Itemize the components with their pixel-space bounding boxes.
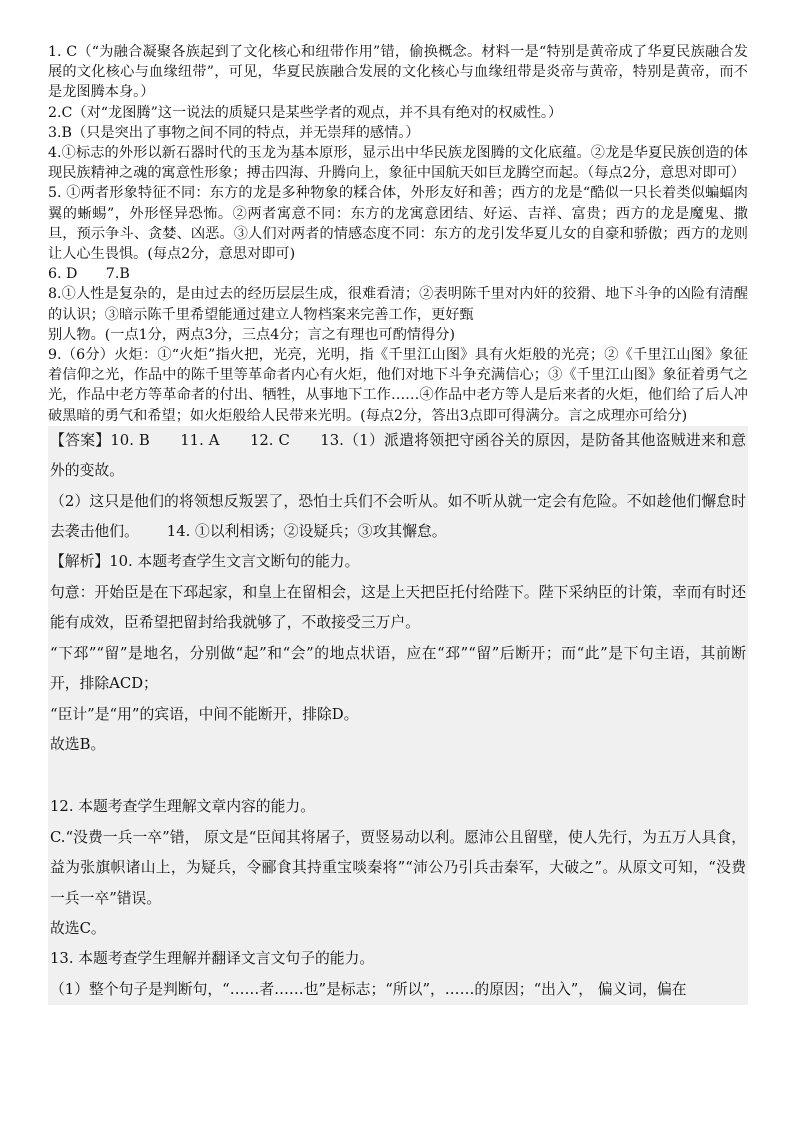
answer-14: 14. ①以利相诱；②设疑兵；③攻其懈怠。 bbox=[166, 523, 447, 541]
analysis-13-body: （1）整个句子是判断句，“……者……也”是标志；“所以”，……的原因；“出入”， 偏义词，偏在 bbox=[50, 980, 687, 998]
blank-line bbox=[50, 760, 746, 792]
document-page bbox=[48, 42, 748, 1005]
answer-list-1-9 bbox=[48, 42, 748, 426]
classical-chinese-answers bbox=[48, 426, 748, 1005]
analysis-10-conclusion: 故选B。 bbox=[50, 735, 106, 753]
answer-9: 9.（6分）火炬：①“火炬”指火把，光亮，光明，指《千里江山图》具有火炬般的光亮；②《千里江山图》象征着信仰之光，作品中的陈千里等革命者内心有火炬，他们对地下斗争充满信心；③《千里江山图》象征着勇气之光，作品中老方等革命者的付出、牺牲，从事地下工作……④作品中老方等人是后来者的火炬，他们给了后人冲破黑暗的勇气和希望；如火炬般给人民带来光明。(每点2分，答出3点即可得满分。言之成理亦可给分) bbox=[48, 347, 748, 424]
analysis-12-title: 12. 本题考查学生理解文章内容的能力。 bbox=[50, 798, 315, 816]
answer-5: 5. ①两者形象特征不同：东方的龙是多种物象的糅合体，外形友好和善；西方的龙是“酷似一只长着类似蝙蝠肉翼的蜥蜴”，外形怪异恐怖。②两者寓意不同：东方的龙寓意团结、好运、吉祥、富贵；西方的龙是魔鬼、撒旦，预示争斗、贪婪、凶恶。③人们对两者的情感态度不同：东方的龙引发华夏儿女的自豪和骄傲；西方的龙则让人心生畏惧。(每点2分，意思对即可) bbox=[48, 185, 748, 263]
analysis-10-meaning: 句意：开始臣是在下邳起家，和皇上在留相会，这是上天把臣托付给陛下。陛下采纳臣的计策，幸而有时还能有成效，臣希望把留封给我就够了，不敢接受三万户。 bbox=[50, 583, 746, 632]
answer-8-continued: 别人物。(一点1分，两点3分，三点4分；言之有理也可酌情得分) bbox=[48, 326, 456, 343]
answer-4: 4.①标志的外形以新石器时代的玉龙为基本原形，显示出中华民族龙图腾的文化底蕴。②龙是华夏民族创造的体现民族精神之魂的寓意性形象；搏击四海、升腾向上，象征中国航天如巨龙腾空而起。（每点2分，意思对即可） bbox=[48, 145, 748, 182]
answer-8: 8.①人性是复杂的，是由过去的经历层层生成，很难看清；②表明陈千里对内奸的狡猾、地下斗争的凶险有清醒的认识；③暗示陈千里希望能通过建立人物档案来完善工作，更好甄 bbox=[48, 286, 748, 323]
answer-6-7: 6. D 7.B bbox=[48, 266, 130, 283]
answer-3: 3.B（只是突出了事物之间不同的特点，并无崇拜的感情。） bbox=[48, 124, 420, 141]
answer-1: 1. C（“为融合凝聚各族起到了文化核心和纽带作用”错，偷换概念。材料一是“特别是黄帝成了华夏民族融合发展的文化核心与血缘纽带”，可见，华夏民族融合发展的文化核心与血缘纽带是炎帝与黄帝，特别是黄帝，而不是龙图腾本身。） bbox=[48, 44, 748, 101]
analysis-10-reason-1: “下邳”“留”是地名，分别做“起”和“会”的地点状语，应在“邳”“留”后断开；而“此”是下句主语，其前断开，排除ACD； bbox=[50, 644, 746, 693]
answer-2: 2.C（对“龙图腾”这一说法的质疑只是某些学者的观点，并不具有绝对的权威性。） bbox=[48, 104, 563, 121]
answer-key-10-13: 【答案】10. B 11. A 12. C 13.（1）派遣将领把守函谷关的原因，是防备其他盗贼进来和意外的变故。 bbox=[50, 431, 746, 480]
analysis-10-title: 【解析】10. 本题考查学生文言文断句的能力。 bbox=[50, 553, 360, 571]
analysis-12-body: C.“没费一兵一卒”错， 原文是“臣闻其将屠子，贾竖易动以利。愿沛公且留壁，使人先行，为五万人具食，益为张旗帜诸山上，为疑兵，令郦食其持重宝啖秦将”“沛公乃引兵击秦军，大破之”。从原文可知，“没费一兵一卒”错误。 bbox=[50, 828, 746, 907]
analysis-12-conclusion: 故选C。 bbox=[50, 919, 106, 937]
analysis-10-reason-2: “臣计”是“用”的宾语，中间不能断开，排除D。 bbox=[50, 705, 359, 723]
answer-13-2-and-14 bbox=[50, 487, 746, 548]
analysis-13-title: 13. 本题考查学生理解并翻译文言文句子的能力。 bbox=[50, 950, 375, 968]
answer-13-2: （2）这只是他们的将领想反叛罢了，恐怕士兵们不会听从。如不听从就一定会有危险。不如趁他们懈怠时去袭击他们。 bbox=[50, 492, 746, 541]
